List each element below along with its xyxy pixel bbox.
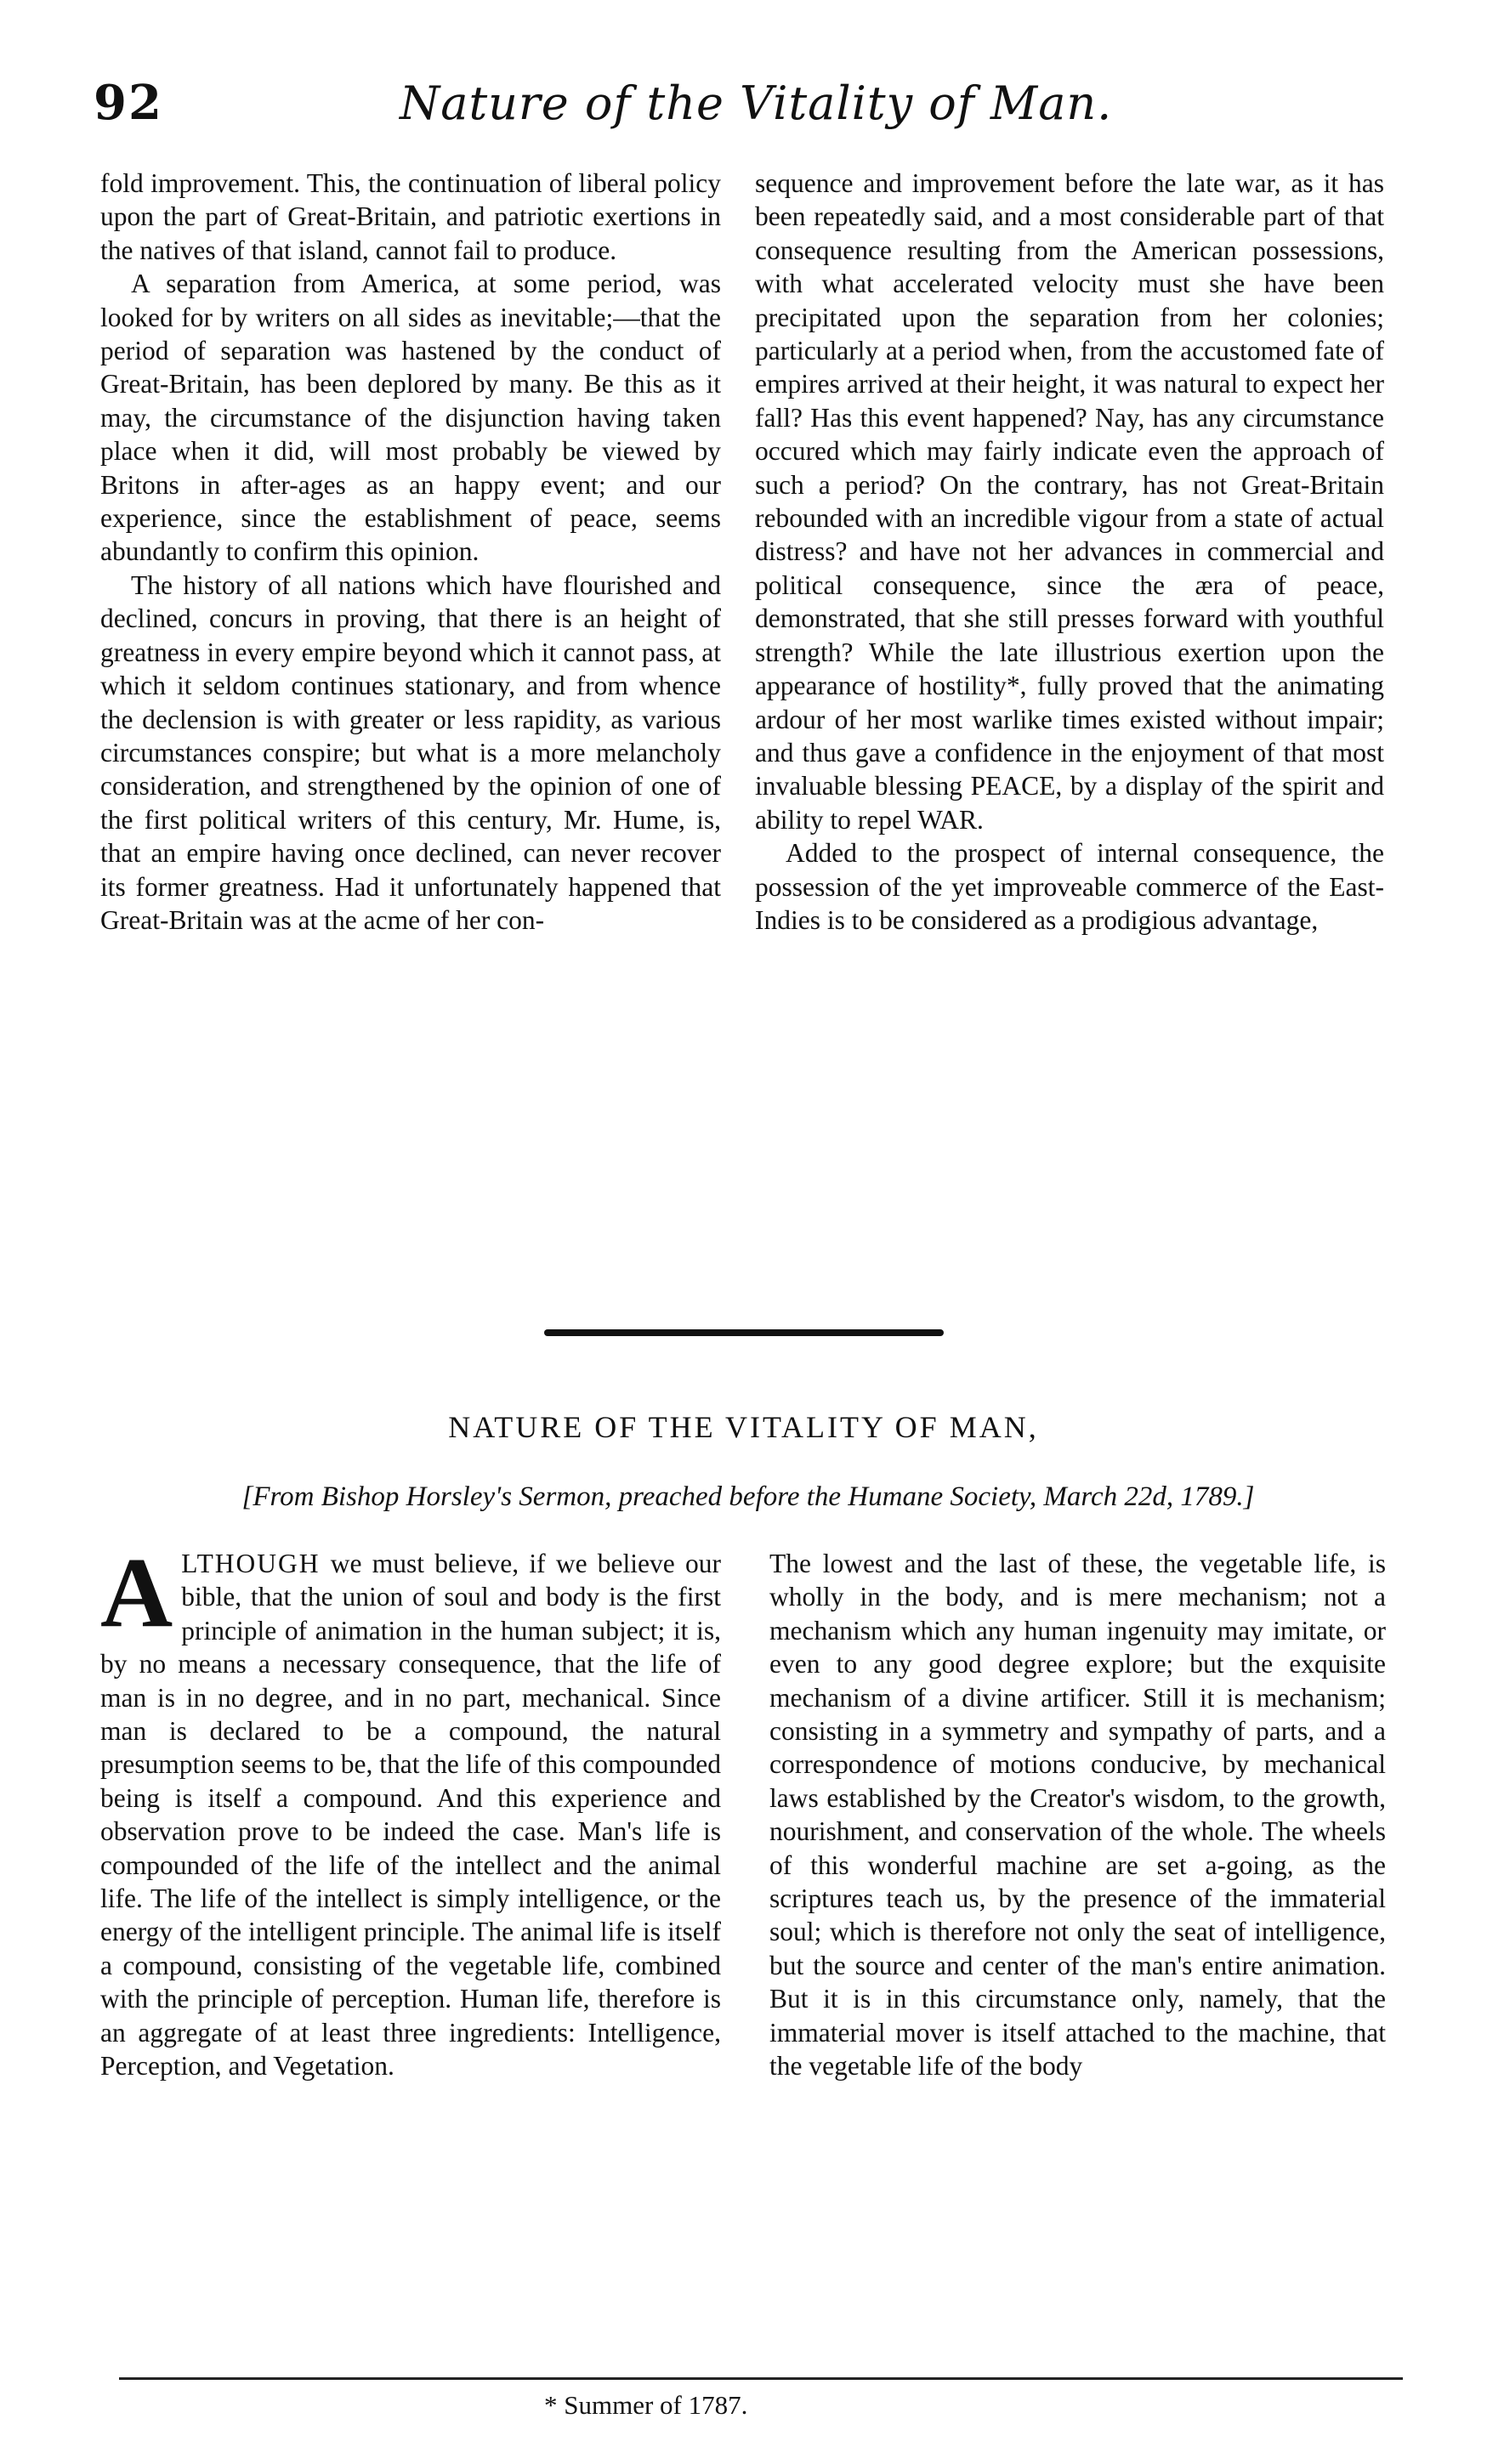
- article-right-column: [769, 1547, 1386, 2083]
- section-divider: [544, 1329, 944, 1336]
- page-number: 92: [94, 75, 163, 131]
- running-header: [94, 75, 1386, 134]
- article-source: [From Bishop Horsley's Sermon, preached before the Humane Society, March 22d, 1789.]: [241, 1481, 1255, 1512]
- footnote: * Summer of 1787.: [544, 2390, 748, 2420]
- article-title: NATURE OF THE VITALITY OF MAN,: [448, 1410, 1039, 1444]
- paragraph: fold improvement. This, the continuation of liberal policy upon the part of Great-Britain, and patriotic exertions in the natives of that island, cannot fail to produce.: [100, 168, 721, 265]
- paragraph: The history of all nations which have flourished and declined, concurs in proving, that there is an height of greatness in every empire beyond which it cannot pass, at which it seldom continues stationary, and from whence the declension is with greater or less rapidity, as various circumstances conspire; but what is a more melancholy consideration, and strengthened by the opinion of one of the first political writers of this century, Mr. Hume, is, that an empire having once declined, can never recover its former greatness. Had it unfortunately happened that Great-Britain was at the acme of her con-: [100, 569, 721, 935]
- lead-word: LTHOUGH: [181, 1549, 321, 1578]
- paragraph: A separation from America, at some period, was looked for by writers on all sides as inevitable;—that the period of separation was hastened by the conduct of Great-Britain, has been deplored by many. Be this as it may, the circumstance of the disjunction having taken place when it did, will most probably be viewed by Britons in after-ages as an happy event; and our experience, since the establishment of peace, seems abundantly to confirm this opinion.: [100, 269, 721, 567]
- drop-cap: A: [100, 1537, 173, 1648]
- top-right-column: [755, 167, 1384, 937]
- running-title: Nature of the Vitality of Man.: [400, 76, 1113, 130]
- top-left-column: [100, 167, 721, 937]
- paragraph: The lowest and the last of these, the vegetable life, is wholly in the body, and is mere mechanism; not a mechanism which any human ingenuity may imitate, or even to any good degree explore; but the exquisite mechanism of a divine artificer. Still it is mechanism; consisting in a symmetry and sympathy of parts, and a correspondence of motions conducive, by mechanical laws established by the Creator's wisdom, to the growth, nourishment, and conservation of the whole. The wheels of this wonderful machine are set a-going, as the scriptures teach us, by the presence of the immaterial soul; which is therefore not only the seat of intelligence, but the source and center of the man's entire animation. But it is in this circumstance only, namely, that the immaterial mover is itself attached to the machine, that the vegetable life of the body: [769, 1549, 1386, 2082]
- paragraph: [100, 1537, 721, 2083]
- footnote-rule: [119, 2377, 1403, 2380]
- paragraph: sequence and improvement before the late war, as it has been repeatedly said, and a most considerable part of that consequence resulting from the American possessions, with what accelerated velocity must she have been precipitated upon the separation from her colonies; particularly at a period when, from the accustomed fate of empires arrived at their height, it was natural to expect her fall? Has this event happened? Nay, has any circumstance occured which may fairly indicate even the approach of such a period? On the contrary, has not Great-Britain rebounded with an incredible vigour from a state of actual distress? and have not her advances in commercial and political consequence, since the æra of peace, demonstrated, that she still presses forward with youthful strength? While the late illustrious exertion upon the appearance of hostility*, fully proved that the animating ardour of her most warlike times existed without impair; and thus gave a confidence in the enjoyment of that most invaluable blessing PEACE, by a display of the spirit and ability to repel WAR.: [755, 168, 1384, 835]
- paragraph-text: we must believe, if we believe our bible, that the union of soul and body is the first principle of animation in the human subject; it is, by no means a necessary consequence, that the life of man is in no degree, and in no part, mechanical. Since man is declared to be a compound, the natural presumption seems to be, that the life of this compounded being is itself a compound. And this experience and observation prove to be indeed the case. Man's life is compounded of the life of the intellect and the animal life. The life of the intellect is simply intelligence, or the energy of the intelligent principle. The animal life is itself a compound, consisting of the vegetable life, combined with the principle of perception. Human life, therefore is an aggregate of at least three ingredients: Intelligence, Perception, and Vegetation.: [100, 1549, 721, 2082]
- article-left-column: [100, 1537, 721, 2083]
- paragraph: Added to the prospect of internal consequence, the possession of the yet improveable commerce of the East-Indies is to be considered as a prodigious advantage,: [755, 838, 1384, 935]
